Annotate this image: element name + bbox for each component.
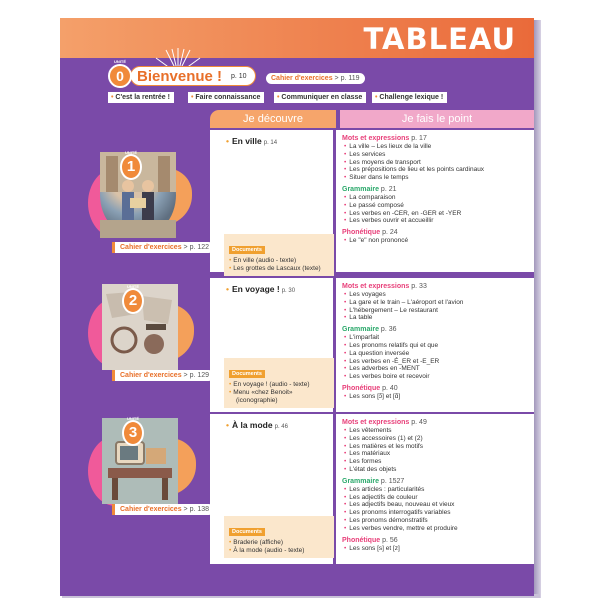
section-phonetique: Phonétique p. 24: [342, 229, 398, 237]
page-title: TABLEAU: [363, 22, 516, 56]
list-item: • Les verbes vendre, mettre et produire: [344, 524, 458, 532]
unit0-topic: • Communiquer en classe: [274, 92, 366, 103]
unit-left-column: [210, 278, 336, 412]
unit-right-column: [342, 282, 532, 401]
list-item: • Situer dans le temps: [344, 174, 409, 182]
unit-right-column: [342, 418, 532, 552]
unit-card-2: [210, 278, 534, 412]
list-item: • Les pronoms interrogatifs variables: [344, 509, 451, 517]
page-header: [60, 18, 534, 58]
unit0-topic: • C'est la rentrée !: [108, 92, 174, 103]
unit0-topic: • Challenge lexique !: [372, 92, 447, 103]
list-item: • La ville – Les lieux de la ville: [344, 143, 432, 150]
unit-title: • À la mode p. 46: [226, 420, 288, 430]
column-header-right: Je fais le point: [340, 110, 534, 128]
list-item: • Les pronoms relatifs qui et que: [344, 341, 439, 349]
column-header-left: Je découvre: [210, 110, 336, 128]
section-mots: Mots et expressions p. 17: [342, 135, 427, 142]
documents-box: [224, 358, 334, 408]
cahier-page: > p. 119: [334, 75, 360, 82]
unit2-badge: UNITÉ 2: [122, 288, 144, 314]
book-page: [60, 18, 534, 610]
list-item: • Les verbes en -CER, en -GER et -YER: [344, 209, 462, 217]
section-grammaire: Grammaire p. 21: [342, 185, 397, 193]
documents-box: [224, 516, 334, 558]
list-item: • Les matières et les motifs: [344, 442, 423, 450]
unit-title: • En voyage ! p. 30: [226, 284, 296, 294]
unit0-badge: [108, 59, 132, 88]
unit-left-column: [210, 414, 336, 564]
unit0-title: Bienvenue !: [137, 68, 223, 85]
cahier-label: Cahier d'exercices: [271, 75, 333, 82]
list-item: • Les verbes ouvrir et accueillir: [344, 217, 434, 225]
list-item: • Les adverbes en -MENT: [344, 365, 420, 373]
list-item: • Les matériaux: [344, 450, 391, 458]
list-item: • Les vêtements: [344, 427, 392, 434]
unit1-badge: UNITÉ 1: [120, 154, 142, 180]
section-grammaire: Grammaire p. 1527: [342, 477, 405, 485]
section-grammaire: Grammaire p. 36: [342, 326, 397, 334]
unit3-badge: UNITÉ 3: [122, 420, 144, 446]
list-item: • Les voyages: [344, 291, 386, 298]
unit-left-column: [210, 130, 336, 272]
unit1-cahier-link[interactable]: Cahier d'exercices > p. 122: [112, 242, 214, 253]
section-mots: Mots et expressions p. 33: [342, 283, 427, 290]
documents-box: [224, 234, 334, 276]
document-item: (iconographie): [236, 397, 278, 404]
unit-card-1: [210, 130, 534, 272]
list-item: • Les formes: [344, 458, 382, 466]
list-item: • La table: [344, 314, 373, 322]
page-number-word: six: [144, 600, 153, 607]
list-item: • La comparaison: [344, 193, 396, 201]
document-item: • À la mode (audio - texte): [229, 547, 305, 554]
document-item: • Menu «chez Benoit»: [229, 389, 293, 396]
page-edge-shadow: [533, 20, 541, 598]
unit-right-column: [342, 134, 532, 245]
document-item: • En ville (audio - texte): [229, 257, 297, 264]
list-item: • Les articles : particularités: [344, 485, 425, 493]
documents-label: Documents: [229, 246, 265, 254]
list-item: • Les verbes boire et recevoir: [344, 373, 430, 381]
documents-label: Documents: [229, 370, 265, 378]
list-item: • Les adjectifs beau, nouveau et vieux: [344, 501, 455, 509]
list-item: • Les prépositions de lieu et les points cardinaux: [344, 166, 485, 174]
list-item: • L'hébergement – Le restaurant: [344, 306, 438, 314]
list-item: • Les accessoires (1) et (2): [344, 434, 423, 442]
list-item: • L'imparfait: [344, 334, 380, 342]
document-item: • Braderie (affiche): [229, 539, 284, 546]
unit0-topic: • Faire connaissance: [188, 92, 264, 103]
section-phonetique: Phonétique p. 56: [342, 536, 398, 544]
list-item: • Le passé composé: [344, 201, 404, 209]
unit0-title-bar: [130, 66, 256, 86]
list-item: • Le "e" non prononcé: [344, 237, 409, 245]
list-item: • Les moyens de transport: [344, 158, 421, 166]
list-item: • La gare et le train – L'aéroport et l'avion: [344, 298, 464, 306]
unit-badge-label: UNITÉ: [114, 59, 126, 64]
list-item: • Les verbes en -É_ER et -E_ER: [344, 357, 440, 365]
unit0-cahier-link[interactable]: [266, 73, 365, 84]
unit-card-3: [210, 414, 534, 564]
list-item: • Les sons [s] et [z]: [344, 544, 400, 552]
unit0-page-ref: p. 10: [231, 73, 247, 80]
page-number: 6: [122, 596, 128, 610]
document-item: • Les grottes de Lascaux (texte): [229, 265, 321, 272]
list-item: • La question inversée: [344, 349, 410, 357]
list-item: • Les services: [344, 150, 386, 158]
list-item: • Les pronoms démonstratifs: [344, 516, 428, 524]
list-item: • Les sons [ɔ̃] et [ɑ̃]: [344, 392, 401, 400]
unit0-number: 0: [116, 68, 124, 84]
list-item: • Les adjectifs de couleur: [344, 493, 418, 501]
document-item: • En voyage ! (audio - texte): [229, 381, 310, 388]
documents-label: Documents: [229, 528, 265, 536]
unit-title: • En ville p. 14: [226, 136, 278, 146]
section-phonetique: Phonétique p. 40: [342, 384, 398, 392]
unit3-cahier-link[interactable]: Cahier d'exercices > p. 138: [112, 504, 214, 515]
list-item: • L'état des objets: [344, 465, 397, 473]
section-mots: Mots et expressions p. 49: [342, 419, 427, 426]
unit2-cahier-link[interactable]: Cahier d'exercices > p. 129: [112, 370, 214, 381]
